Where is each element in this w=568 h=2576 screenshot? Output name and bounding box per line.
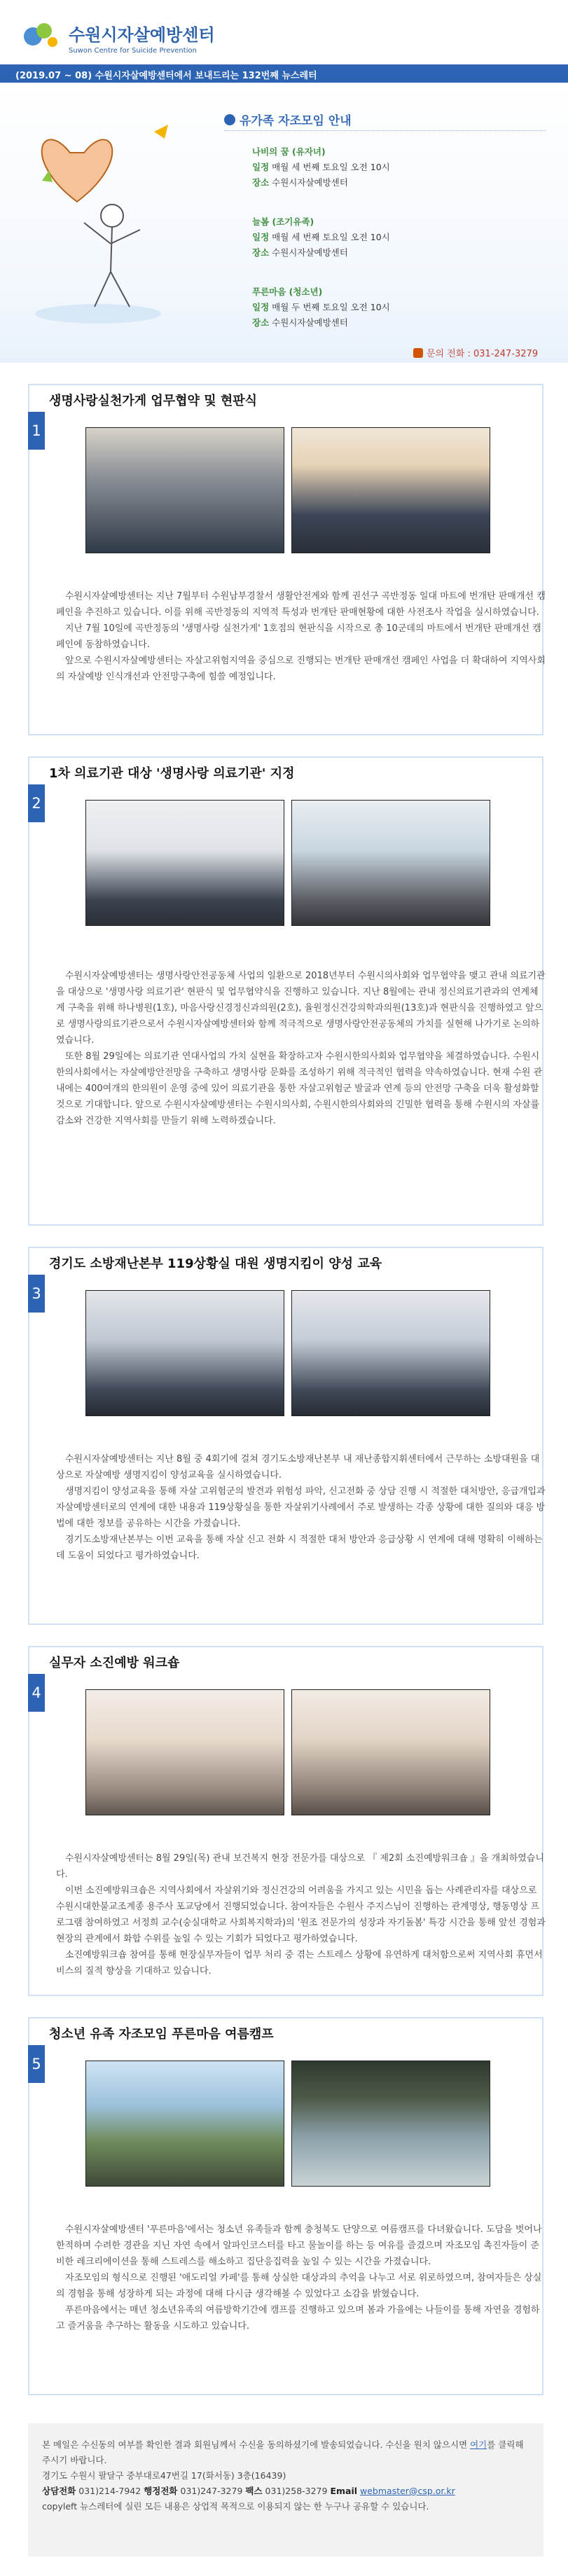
copyleft-notice: copyleft 뉴스레터에 실린 모든 내용은 상업적 목적으로 이용되지 않는 한 누구나 공유할 수 있습니다. xyxy=(42,2501,429,2512)
event-photo xyxy=(291,427,490,553)
section-body: 수원시자살예방센터는 지난 7월부터 수원남부경찰서 생활안전계와 함께 권선구 곡반정동 일대 마트에 번개탄 판매개선 캠페인을 추진하고 있습니다. 이를 위해 곡반정동의 지역적 특성과 번개탄 판매현황에 대한 사전조사 작업을 실시하였습니다. 지난 7월 10일에 곡반정동의 '생명사랑 실천가게' 1호점의 현판식을 시작으로 총 10군데의 마트에서 번개탄 판매개선 캠페인에 동참하였습니다. 앞으로 수원시자살예방센터는 자살고위험지역을 중심으로 진행되는 번개탄 판매개선 캠페인 사업을 더 확대하여 지역사회의 자살예방 인식개선과 안전망구축에 힘쓸 예정입니다. xyxy=(56,591,546,682)
section-number: 5 xyxy=(28,2045,45,2083)
phone-icon xyxy=(413,348,423,358)
meeting-item: 나비의 꿈 (유자녀) 일정 매월 세 번째 토요일 오전 10시 장소 수원시자살예방센터 xyxy=(252,146,390,188)
intro-area xyxy=(0,83,568,363)
section-title: 경기도 소방재난본부 119상황실 대원 생명지킴이 양성 교육 xyxy=(49,1256,382,1271)
section-title: 청소년 유족 자조모임 푸른마음 여름캠프 xyxy=(49,2027,274,2042)
section-title: 1차 의료기관 대상 '생명사랑 의료기관' 지정 xyxy=(49,766,295,781)
news-section-3 xyxy=(28,1247,546,1625)
event-photo xyxy=(85,2061,284,2187)
header xyxy=(0,0,568,64)
email-link[interactable]: webmaster@csp.or.kr xyxy=(360,2486,455,2496)
newsletter-banner: (2019.07 ~ 08) 수원시자살예방센터에서 보내드리는 132번째 뉴스레터 xyxy=(0,64,568,83)
news-section-4 xyxy=(28,1646,546,1996)
section-number: 1 xyxy=(28,412,45,450)
section-body: 수원시자살예방센터는 지난 8월 중 4회기에 걸쳐 경기도소방재난본부 내 재난종합지휘센터에서 근무하는 소방대원을 대상으로 자살예방 생명지킴이 양성교육을 실시하였습니다. 생명지킴이 양성교육을 통해 자살 고위험군의 발견과 위험성 파악, 신고전화 중 상담 진행 시 적절한 대처방안, 응급개입과 자살예방센터로의 연계에 대한 내용과 119상황실을 통한 자살위기사례에서 주로 발생하는 각종 상황에 대한 질의와 대응 방법에 대한 정보를 공유하는 시간을 가졌습니다. 경기도소방재난본부는 이번 교육을 통해 자살 신고 전화 시 적절한 대처 방안과 응급상황 시 연계에 대해 명확히 이해하는데 도움이 되었다고 평가하였습니다. xyxy=(56,1454,546,1561)
photo-row xyxy=(85,427,490,553)
unsubscribe-link[interactable]: 여기 xyxy=(470,2439,487,2450)
photo-row xyxy=(85,2061,490,2187)
event-photo xyxy=(291,1689,490,1815)
meeting-item: 푸른마음 (청소년) 일정 매월 두 번째 토요일 오전 10시 장소 수원시자살예방센터 xyxy=(252,286,390,328)
news-section-5 xyxy=(28,2017,543,2395)
section-body: 수원시자살예방센터 '푸른마음'에서는 청소년 유족들과 함께 충청북도 단양으로 여름캠프를 다녀왔습니다. 도담을 벗어나 한적하며 수려한 경관을 지닌 자연 속에서 알파인코스터를 타고 물놀이를 하는 등 여유를 즐겼으며 자조모임 촉진자들이 준비한 레크리에이션을 통해 스트레스를 해소하고 집단응집력을 높일 수 있는 시간을 가졌습니다. 자조모임의 형식으로 진행된 '애도리얼 카페'를 통해 상실한 대상과의 추억을 나누고 서로 위로하였으며, 참여자들은 상실의 경험을 통해 성장하게 되는 과정에 대해 다시금 생각해볼 수 있었다고 소감을 밝혔습니다. 푸른마음에서는 매년 청소년유족의 여름방학기간에 캠프를 진행하고 있으며 봄과 가을에는 나들이를 통해 자연을 경험하고 즐거움을 추구하는 활동을 시도하고 있습니다. xyxy=(56,2224,542,2332)
heart-character-illustration xyxy=(28,104,189,328)
address: 경기도 수원시 팔달구 중부대로47번길 17(화서동) 3층(16439) xyxy=(42,2470,286,2481)
news-section-1 xyxy=(28,384,546,735)
logo-english-name: Suwon Centre for Suicide Prevention xyxy=(69,47,197,55)
event-photo xyxy=(291,800,490,926)
event-photo xyxy=(291,1290,490,1416)
logo-mark-icon xyxy=(21,22,63,54)
meeting-guide-title: 유가족 자조모임 안내 xyxy=(224,111,352,128)
photo-row xyxy=(85,1290,490,1416)
meeting-item: 늘봄 (조기유족) 일정 매월 세 번째 토요일 오전 10시 장소 수원시자살예방센터 xyxy=(252,216,390,258)
section-title: 실무자 소진예방 워크숍 xyxy=(49,1656,180,1670)
unsubscribe-notice: 본 메일은 수신동의 여부를 확인한 결과 회원님께서 수신을 동의하셨기에 발송되었습니다. 수신을 원치 않으시면 여기를 클릭해 주시기 바랍니다. xyxy=(42,2439,524,2465)
news-section-2 xyxy=(28,756,546,1226)
divider xyxy=(224,130,546,131)
center-logo xyxy=(21,21,215,55)
contact-info: 상담전화 031)214-7942 행정전화 031)247-3279 팩스 031)258-3279 Email webmaster@csp.or.kr xyxy=(42,2486,455,2496)
section-number: 4 xyxy=(28,1674,45,1712)
circle-bullet-icon xyxy=(224,114,235,125)
photo-row xyxy=(85,800,490,926)
section-number: 2 xyxy=(28,784,45,822)
section-number: 3 xyxy=(28,1275,45,1313)
event-photo xyxy=(85,1290,284,1416)
section-body: 수원시자살예방센터는 생명사랑안전공동체 사업의 일환으로 2018년부터 수원시의사회와 업무협약을 맺고 관내 의료기관을 대상으로 '생명사랑 의료기관' 현판식 및 업무협약식을 진행하고 있습니다. 지난 8월에는 관내 정신의료기관과의 연계체계 구축을 위해 하나병원(1호), 마음사랑신경정신과의원(2호), 율원정신건강의학과의원(13호)과 현판식을 진행하였고 앞으로 생명사랑의료기관으로서 수원시자살예방센터와 함께 적극적으로 생명사랑안전공동체의 가치를 실현해 나가기로 논의하였습니다. 또한 8월 29일에는 의료기관 연대사업의 가치 실현을 확장하고자 수원시한의사회와 업무협약을 체결하였습니다. 수원시한의사회에서는 자살예방안전망을 구축하고 생명사랑 문화를 조성하기 위해 적극적인 협력을 약속하였습니다. 현재 수원 관내에는 400여개의 한의원이 운영 중에 있어 의료기관을 통한 자살고위험군 발굴과 연계 등의 안전망 구축을 더욱 활성화할 것으로 기대합니다. 앞으로 수원시자살예방센터는 수원시의사회, 수원시한의사회와의 긴밀한 협력을 통해 수원시의 자살률 감소와 건강한 지역사회를 만들기 위해 노력하겠습니다. xyxy=(56,971,546,1126)
event-photo xyxy=(85,427,284,553)
event-photo xyxy=(291,2061,490,2187)
section-body: 수원시자살예방센터는 8월 29일(목) 관내 보건복지 현장 전문가를 대상으로 『 제2회 소진예방워크숍 』을 개최하였습니다. 이번 소진예방워크숍은 지역사회에서 자살위기와 정신건강의 어려움을 가지고 있는 시민을 돕는 사례관리자를 대상으로 수원시대한불교조계종 용주사 포교당에서 진행되었습니다. 참여자들은 수원사 주지스님이 진행하는 관계명상, 행동명상 프로그램 참여하였고 서정희 교수(숭실대학교 사회복지학과)의 '원조 전문가의 성장과 자기돌봄' 특강 시간을 통해 앞선 경험과 현장의 관계에서 화합 수위를 높일 수 있는 기회가 되었다고 평가하였습니다. 소진예방워크숍 참여를 통해 현장실무자들이 업무 처리 중 겪는 스트레스 상황에 유연하게 대처함으로써 지역사회 휴먼서비스의 질적 향상을 기대하고 있습니다. xyxy=(56,1853,546,1976)
section-title: 생명사랑실천가게 업무협약 및 현판식 xyxy=(49,394,258,408)
logo-korean-name: 수원시자살예방센터 xyxy=(69,25,215,45)
photo-row xyxy=(85,1689,490,1815)
event-photo xyxy=(85,800,284,926)
inquiry-phone: 문의 전화 : 031-247-3279 xyxy=(413,346,538,359)
footer xyxy=(28,2423,543,2556)
event-photo xyxy=(85,1689,284,1815)
